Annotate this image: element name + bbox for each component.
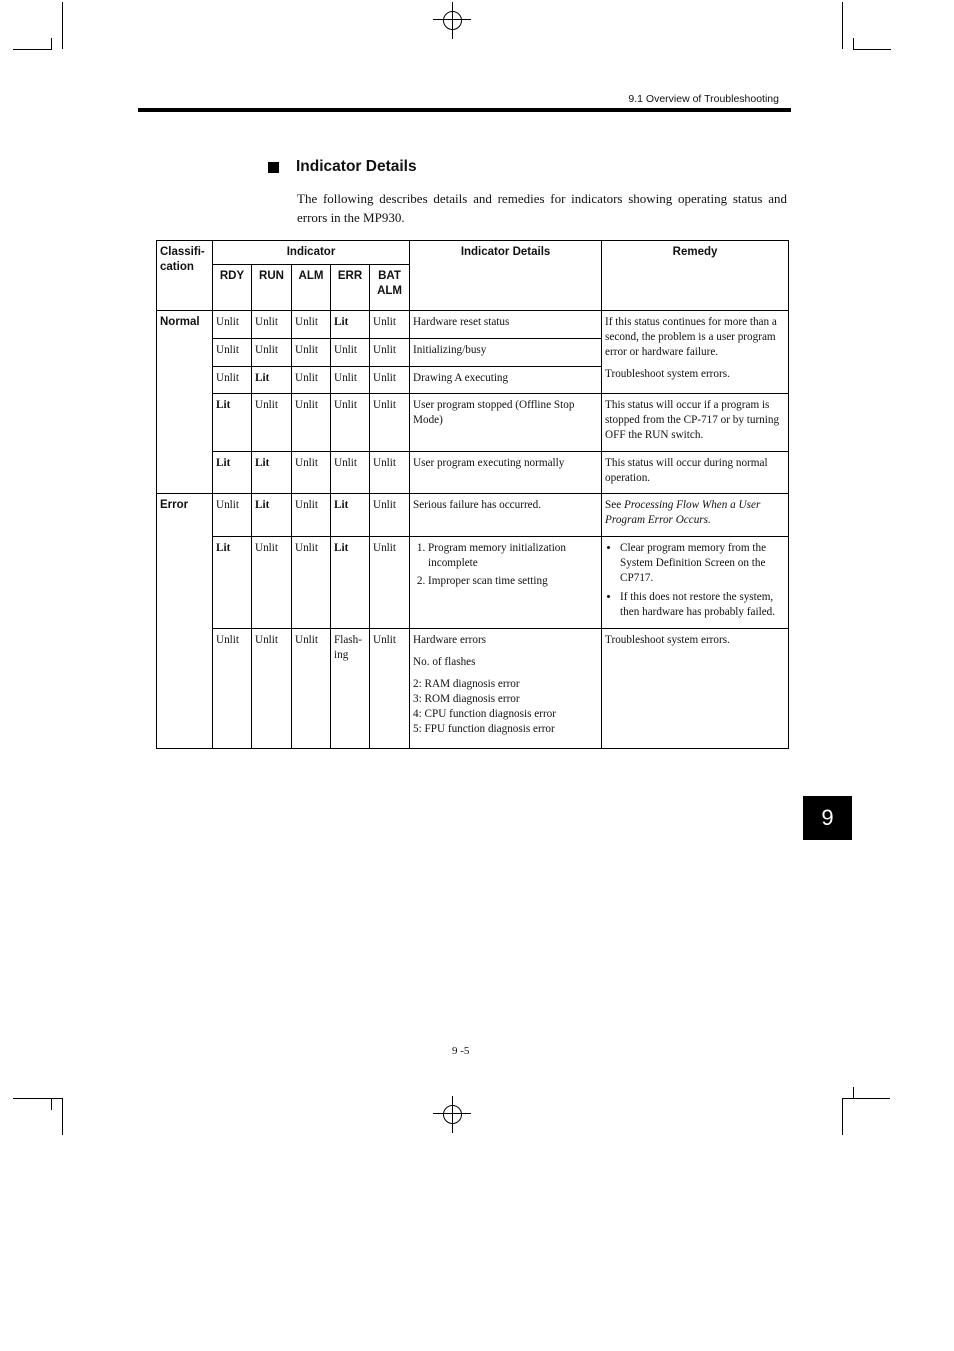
page-number: 9 -5 (452, 1045, 470, 1057)
header-details: Indicator Details (410, 241, 602, 311)
cell-bat-alm: Unlit (370, 311, 410, 339)
list-item: • If this does not restore the system, then hardware has probably failed. (620, 590, 785, 620)
details-line: 4: CPU function diagnosis error (413, 708, 556, 720)
header-remedy: Remedy (602, 241, 789, 311)
crop-mark (842, 1098, 890, 1099)
remedy-reference: Processing Flow When a User Program Error Occurs. (605, 499, 761, 526)
cell-rdy: Lit (213, 452, 252, 494)
cell-err: Unlit (331, 394, 370, 452)
crop-mark (853, 49, 891, 50)
cell-bat-alm: Unlit (370, 452, 410, 494)
cell-details: User program stopped (Offline Stop Mode) (410, 394, 602, 452)
cell-alm: Unlit (292, 494, 331, 537)
details-title: Hardware errors (413, 634, 487, 646)
cell-err: Unlit (331, 367, 370, 394)
crop-mark (842, 2, 843, 49)
table-row (157, 629, 789, 749)
cell-err: Lit (331, 311, 370, 339)
list-item: 2. Improper scan time setting (428, 574, 598, 589)
cell-details: Hardware reset status (410, 311, 602, 339)
crop-mark (51, 1098, 52, 1110)
cell-run: Unlit (252, 537, 292, 629)
cell-remedy (602, 494, 789, 537)
details-line: 3: ROM diagnosis error (413, 693, 520, 705)
cell-bat-alm: Unlit (370, 494, 410, 537)
crop-mark (13, 1098, 63, 1099)
registration-mark (433, 1113, 471, 1114)
registration-mark (452, 1096, 453, 1133)
cell-alm: Unlit (292, 367, 331, 394)
cell-alm: Unlit (292, 311, 331, 339)
cell-rdy: Unlit (213, 311, 252, 339)
remedy-prefix: See (605, 499, 624, 511)
cell-run: Lit (252, 367, 292, 394)
cell-alm: Unlit (292, 394, 331, 452)
classification-normal: Normal (157, 311, 213, 494)
cell-details: Serious failure has occurred. (410, 494, 602, 537)
crop-mark (62, 2, 63, 49)
cell-run: Unlit (252, 339, 292, 367)
cell-run: Lit (252, 452, 292, 494)
cell-err: Flash- ing (331, 629, 370, 749)
table-row (157, 452, 789, 494)
header-indicator: Indicator (213, 241, 410, 265)
cell-details: Drawing A executing (410, 367, 602, 394)
running-head: 9.1 Overview of Troubleshooting (628, 93, 779, 105)
remedy-list (605, 541, 785, 620)
cell-err: Lit (331, 494, 370, 537)
cell-alm: Unlit (292, 339, 331, 367)
indicator-table (156, 240, 789, 749)
details-line: 2: RAM diagnosis error (413, 678, 520, 690)
header-rdy: RDY (213, 265, 252, 311)
cell-rdy: Lit (213, 394, 252, 452)
cell-rdy: Lit (213, 537, 252, 629)
cell-details: Initializing/busy (410, 339, 602, 367)
crop-mark (853, 38, 854, 50)
cell-alm: Unlit (292, 537, 331, 629)
cell-run: Unlit (252, 629, 292, 749)
cell-err: Lit (331, 537, 370, 629)
cell-alm: Unlit (292, 629, 331, 749)
cell-bat-alm: Unlit (370, 537, 410, 629)
cell-remedy: This status will occur if a program is stopped from the CP-717 or by turning OFF the RUN switch. (602, 394, 789, 452)
cell-bat-alm: Unlit (370, 339, 410, 367)
cell-remedy-shared (602, 311, 789, 394)
section-title (268, 158, 417, 176)
table-header-row (157, 241, 789, 265)
registration-mark (433, 19, 471, 20)
registration-mark (452, 2, 453, 39)
header-rule (138, 108, 791, 112)
cell-run: Lit (252, 494, 292, 537)
square-bullet-icon (268, 162, 279, 173)
table-row (157, 494, 789, 537)
cell-rdy: Unlit (213, 629, 252, 749)
header-run: RUN (252, 265, 292, 311)
crop-mark (842, 1098, 843, 1135)
cell-run: Unlit (252, 394, 292, 452)
cell-err: Unlit (331, 452, 370, 494)
cell-bat-alm: Unlit (370, 367, 410, 394)
crop-mark (13, 49, 51, 50)
cell-remedy: Troubleshoot system errors. (602, 629, 789, 749)
cell-bat-alm: Unlit (370, 629, 410, 749)
details-subtitle: No. of flashes (413, 656, 476, 668)
list-item: 1. Program memory initialization incomplete (428, 541, 598, 571)
details-line: 5: FPU function diagnosis error (413, 723, 555, 735)
cell-rdy: Unlit (213, 367, 252, 394)
details-list (413, 541, 598, 589)
remedy-text: If this status continues for more than a second, the problem is a user program error or hardware failure. (605, 316, 777, 358)
crop-mark (853, 1087, 854, 1099)
cell-remedy: This status will occur during normal operation. (602, 452, 789, 494)
section-title-text: Indicator Details (296, 158, 417, 175)
intro-paragraph: The following describes details and remedies for indicators showing operating status and errors in the MP930. (297, 191, 787, 225)
remedy-text: Troubleshoot system errors. (605, 368, 730, 380)
cell-bat-alm: Unlit (370, 394, 410, 452)
crop-mark (51, 38, 52, 50)
crop-mark (62, 1098, 63, 1135)
cell-err: Unlit (331, 339, 370, 367)
cell-run: Unlit (252, 311, 292, 339)
cell-details: User program executing normally (410, 452, 602, 494)
table-row (157, 394, 789, 452)
cell-details (410, 629, 602, 749)
cell-remedy (602, 537, 789, 629)
table-row (157, 311, 789, 339)
header-err: ERR (331, 265, 370, 311)
header-alm: ALM (292, 265, 331, 311)
header-classification: Classifi- cation (157, 241, 213, 311)
classification-error: Error (157, 494, 213, 749)
chapter-tab: 9 (803, 796, 852, 840)
cell-details (410, 537, 602, 629)
list-item: • Clear program memory from the System Definition Screen on the CP717. (620, 541, 785, 586)
header-bat-alm: BAT ALM (370, 265, 410, 311)
cell-alm: Unlit (292, 452, 331, 494)
cell-rdy: Unlit (213, 494, 252, 537)
table-row (157, 537, 789, 629)
cell-rdy: Unlit (213, 339, 252, 367)
